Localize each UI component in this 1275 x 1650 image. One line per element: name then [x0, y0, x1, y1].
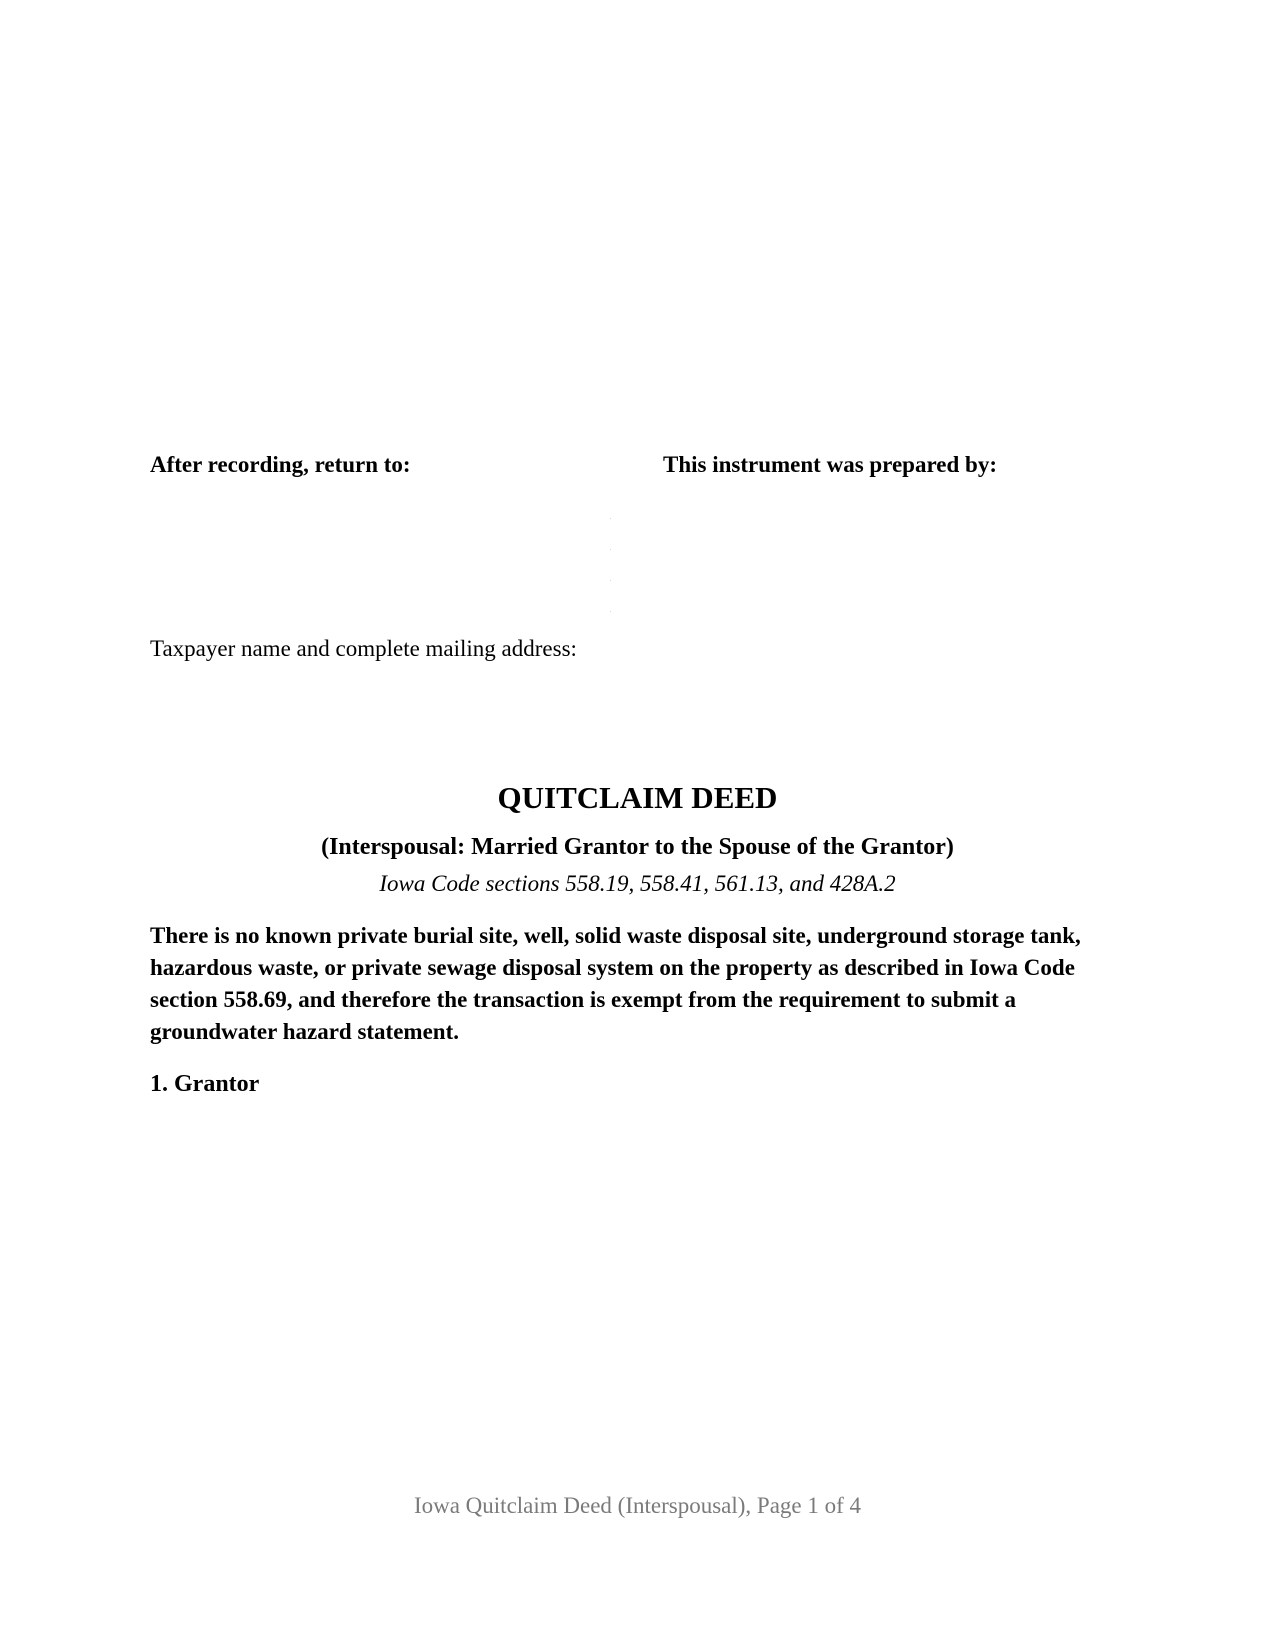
groundwater-notice: There is no known private burial site, well, solid waste disposal site, underground storage tank, hazardous waste, or private sewage disposal system on the property as described in Iowa Code section 558.69, and therefore the transaction is exempt from the requirement to submit a groundwater hazard statement.: [150, 923, 1081, 1044]
prepared-by-label: This instrument was prepared by:: [663, 452, 997, 477]
divider-dot: [610, 549, 611, 550]
document-title: QUITCLAIM DEED: [497, 780, 778, 815]
code-reference: Iowa Code sections 558.19, 558.41, 561.13, and 428A.2: [379, 871, 896, 896]
divider-dot: [610, 611, 611, 612]
divider-dot: [610, 518, 611, 519]
document-subtitle: (Interspousal: Married Grantor to the Spouse of the Grantor): [321, 834, 954, 860]
column-divider-dots: [610, 518, 612, 618]
section-heading-grantor: 1. Grantor: [150, 1071, 260, 1097]
page-footer: Iowa Quitclaim Deed (Interspousal), Page 1 of 4: [413, 1493, 862, 1518]
divider-dot: [610, 580, 611, 581]
return-to-label: After recording, return to:: [150, 452, 411, 477]
taxpayer-label: Taxpayer name and complete mailing address:: [150, 636, 577, 661]
